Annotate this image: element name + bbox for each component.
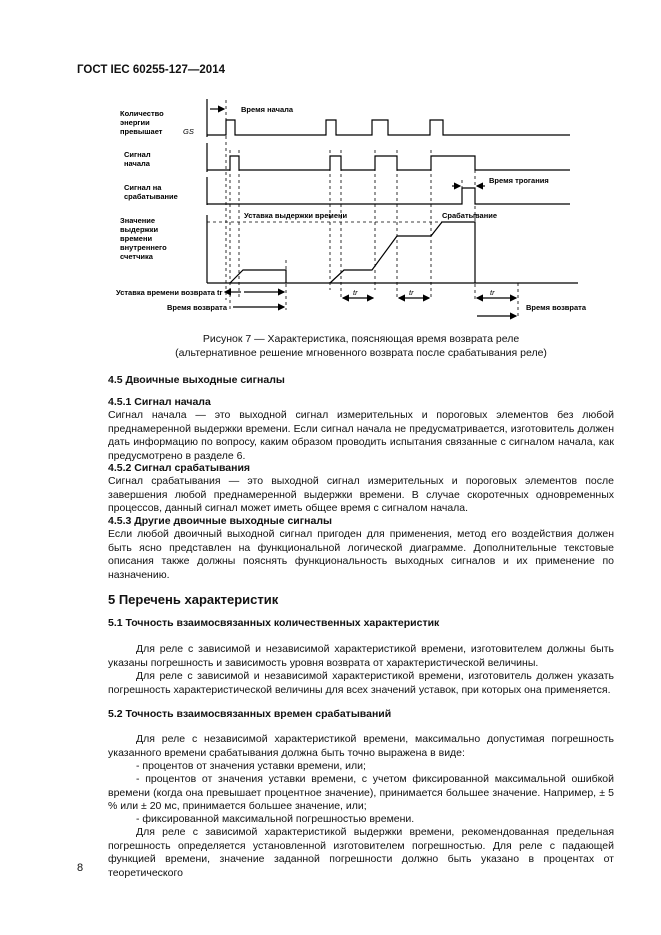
para-4-5-2: Сигнал срабатывания — это выходной сигнал измерительных и пороговых элементов после завершения любой преднамеренной выдержки времени. В случае скоротечных одновременных процессов, данный сигнал может иметь общее время с сигналом начала.	[108, 475, 614, 514]
heading-4-5: 4.5 Двоичные выходные сигналы	[108, 374, 285, 386]
heading-4-5-3: 4.5.3 Другие двоичные выходные сигналы	[108, 515, 332, 527]
label-energy-3: превышает	[120, 127, 163, 136]
label-timer-3: времени	[120, 234, 153, 243]
list-item-5-2-3: - фиксированной максимальной погрешностью времени.	[136, 813, 415, 825]
label-reset-setting: Уставка времени возврата tr	[116, 288, 223, 297]
label-gs: GS	[183, 127, 194, 136]
start-waveform	[207, 156, 570, 170]
label-operation: Срабатывание	[442, 211, 498, 220]
label-delay-setting: Уставка выдержки времени	[244, 211, 348, 220]
label-start-time: Время начала	[241, 105, 294, 114]
energy-waveform	[207, 120, 570, 135]
para-4-5-3: Если любой двоичный выходной сигнал пригоден для применения, метод его воздействия должен быть ясно представлен на функциональной логической диаграмме. Дополнительные текстовые описания также должны пояснять функциональность выходных сигналов и их применение по назначению.	[108, 528, 614, 581]
label-start-2: начала	[124, 159, 150, 168]
label-trip-2: срабатывание	[124, 192, 178, 201]
page-number: 8	[77, 862, 84, 874]
trip-waveform	[207, 188, 570, 204]
list-item-5-2-1: - процентов от значения уставки времени, или;	[136, 760, 366, 772]
label-timer-5: счетчика	[120, 252, 153, 261]
label-tr-3: tr	[490, 288, 495, 297]
para-4-5-1: Сигнал начала — это выходной сигнал измерительных и пороговых элементов без любой преднамеренной выдержки времени. Если сигнал начала не предусматривается, изготовитель должен дать информацию по вопросу, каким образом проводить испытания связанные с сигналом начала, как предусмотрено в разделе 6.	[108, 409, 614, 462]
label-reset-time-2: Время возврата	[526, 303, 587, 312]
label-start-1: Сигнал	[124, 150, 151, 159]
para-5-1-1: Для реле с зависимой и независимой характеристикой времени, изготовителем должны быть указаны погрешность и зависимость уровня возврата от характеристической величины.	[108, 643, 614, 669]
label-timer-4: внутреннего	[120, 243, 167, 252]
label-trip-1: Сигнал на	[124, 183, 162, 192]
timing-diagram	[0, 0, 661, 330]
heading-4-5-2: 4.5.2 Сигнал срабатывания	[108, 462, 251, 474]
heading-5-2: 5.2 Точность взаимосвязанных времен срабатываний	[108, 708, 392, 720]
caption-line2: (альтернативное решение мгновенного возврата после срабатывания реле)	[175, 347, 547, 359]
para-5-1-2: Для реле с зависимой и независимой характеристикой времени, изготовитель должен указать погрешность характеристической величины для всех значений уставок, при которых она применяется.	[108, 670, 614, 696]
label-operate-time: Время трогания	[489, 176, 549, 185]
label-reset-time-1: Время возврата	[167, 303, 228, 312]
para-5-2-2: Для реле с зависимой характеристикой выдержки времени, рекомендованная предельная погрешность определяется установленной изготовителем погрешностью. Для реле с падающей функцией времени, значение заданной погрешности должно быть указано в процентах от теоретического	[108, 826, 614, 879]
label-energy-1: Количество	[120, 109, 164, 118]
para-5-2-1: Для реле с независимой характеристикой времени, максимально допустимая погрешность указанного времени срабатывания должна быть точно выражена в виде:	[108, 733, 614, 759]
heading-5: 5 Перечень характеристик	[108, 592, 279, 607]
figure-caption	[108, 332, 614, 360]
label-timer-1: Значение	[120, 216, 156, 225]
label-timer-2: выдержки	[120, 225, 159, 234]
list-item-5-2-2: - процентов от значения уставки времени, с учетом фиксированной максимальной ошибкой времени (когда она превышает процентное значение), принимается большее значение. Например, ± 5 % или ± 20 мс, принимается большее значение, или;	[108, 773, 614, 812]
caption-line1: Рисунок 7 — Характеристика, поясняющая время возврата реле	[202, 333, 520, 345]
label-tr-1: tr	[353, 288, 358, 297]
heading-4-5-1: 4.5.1 Сигнал начала	[108, 396, 211, 408]
label-energy-2: энергии	[120, 118, 150, 127]
label-tr-2: tr	[409, 288, 414, 297]
timer-waveform	[230, 270, 286, 283]
document-header: ГОСТ IEC 60255-127—2014	[77, 64, 225, 76]
heading-5-1: 5.1 Точность взаимосвязанных количественных характеристик	[108, 617, 440, 629]
